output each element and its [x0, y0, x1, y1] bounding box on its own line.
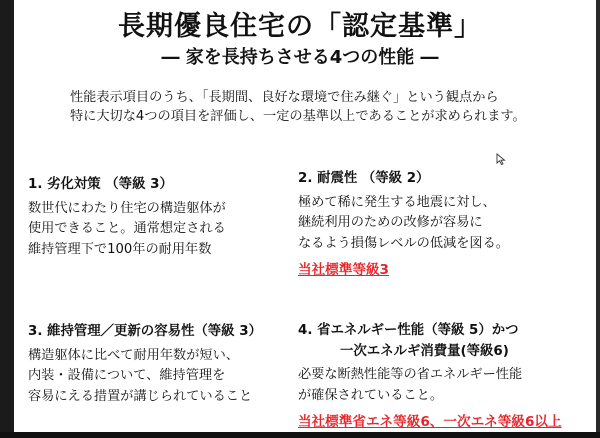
criterion-heading-cont: 一次エネルギ消費量(等級6)	[340, 343, 509, 359]
company-standard-note: 当社標準省エネ等級6、一次エネ等級6以上	[298, 414, 562, 430]
slide-subtitle: ― 家を長持ちさせる4つの性能 ―	[161, 47, 439, 68]
intro-line: 性能表示項目のうち、「長期間、良好な環境で住み継ぐ」という観点から	[70, 90, 499, 105]
criterion-line: なるよう損傷レベルの低減を図る。	[298, 235, 509, 251]
criterion-line: 維持管理下で100年の耐用年数	[28, 241, 212, 257]
criterion-seismic	[298, 169, 588, 281]
criterion-line: 数世代にわたり住宅の構造躯体が	[28, 200, 226, 216]
criterion-line: 構造躯体に比べて耐用年数が短い、	[28, 347, 239, 363]
criterion-heading: 3. 維持管理／更新の容易性（等級 3）	[28, 324, 262, 339]
mouse-cursor-icon	[496, 153, 506, 165]
criterion-line: 継続利用のための改修が容易に	[298, 215, 483, 230]
window-frame-bottom	[0, 432, 600, 438]
criterion-line: 内装・設備について、維持管理を	[28, 368, 226, 383]
criterion-line: 使用できること。通常想定される	[28, 221, 226, 236]
intro-text	[70, 88, 590, 126]
criterion-line: 必要な断熱性能等の省エネルギー性能	[298, 367, 523, 382]
criterion-deterioration	[28, 175, 288, 260]
intro-line: 特に大切な4つの項目を評価し、一定の基準以上であることが求められます。	[70, 109, 526, 124]
criterion-line: が確保されていること。	[298, 387, 444, 403]
slide-title: 長期優良住宅の「認定基準」	[118, 11, 482, 42]
criterion-maintenance	[28, 322, 298, 407]
criterion-energy	[298, 321, 598, 433]
criterion-line: 容易にえる措置が講じられていること	[28, 388, 253, 404]
company-standard-note: 当社標準等級3	[298, 262, 390, 278]
criterion-heading: 1. 劣化対策 （等級 3）	[28, 177, 173, 192]
criterion-heading: 4. 省エネルギー性能（等級 5）かつ	[298, 323, 519, 338]
criterion-heading: 2. 耐震性 （等級 2）	[298, 171, 430, 186]
criterion-line: 極めて稀に発生する地震に対し、	[298, 194, 496, 210]
